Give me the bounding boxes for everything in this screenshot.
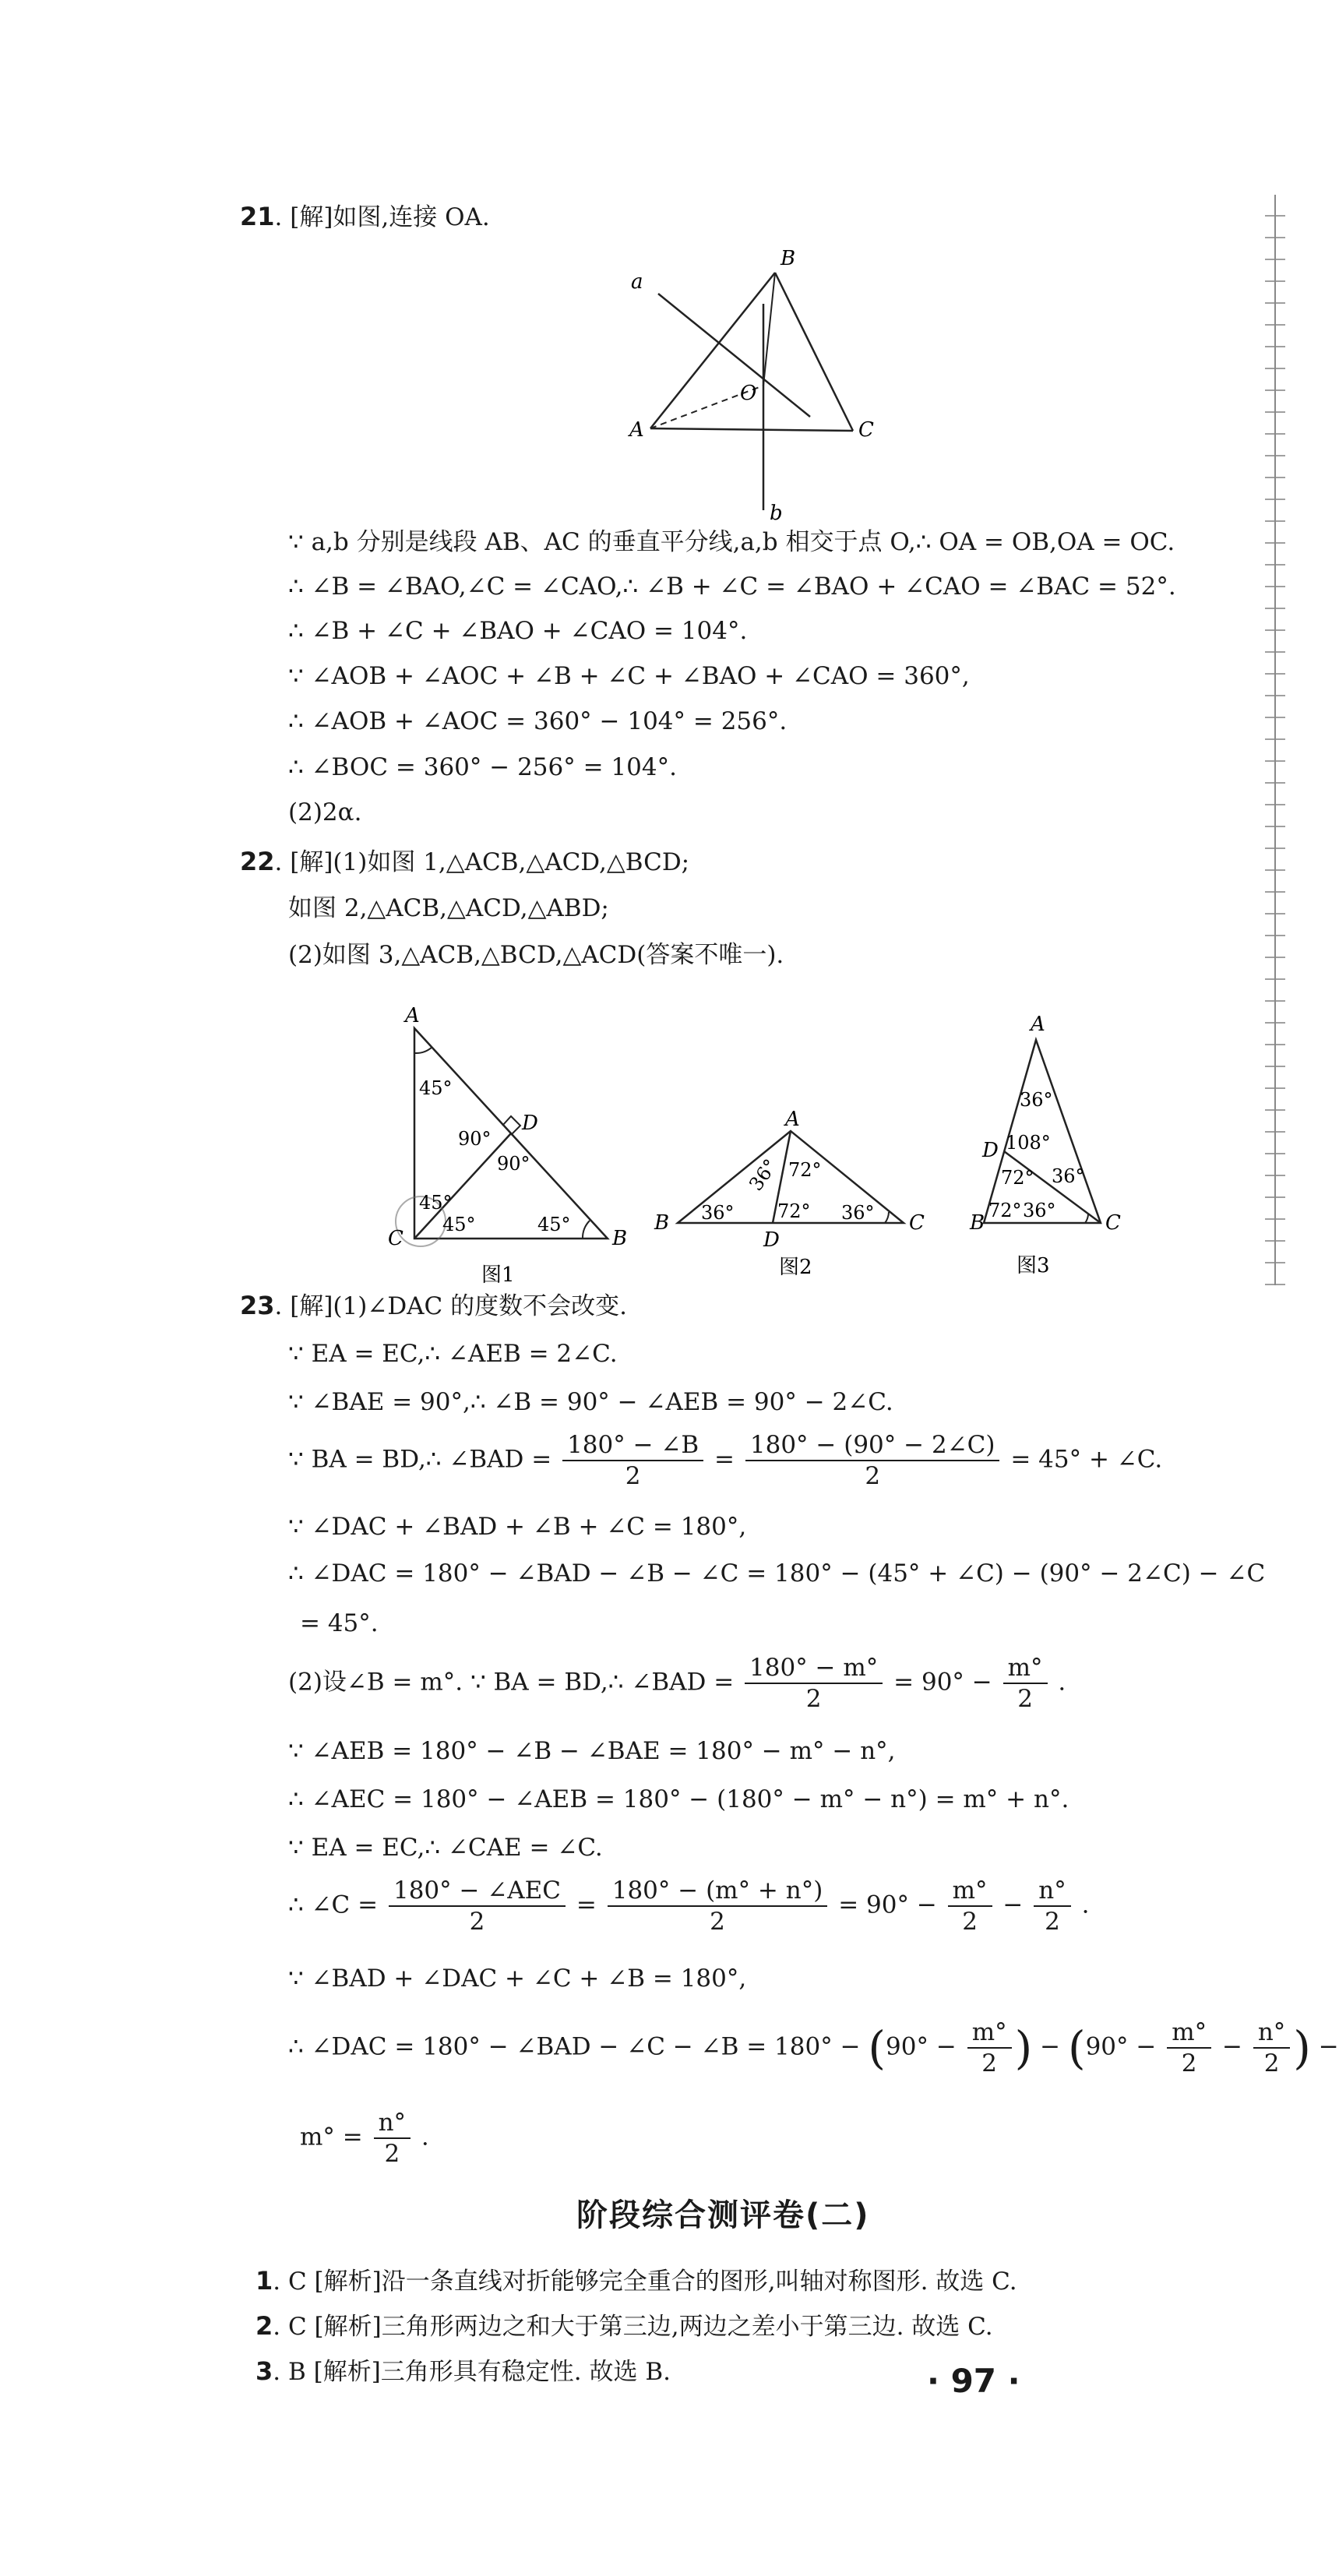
q23-l4-f2-num: 180° − (90° − 2∠C) <box>745 1430 1000 1461</box>
q23-l4-eq: = <box>714 1445 735 1474</box>
answer-3-number: 3 <box>255 2356 273 2386</box>
q23-l4-fraction-1 <box>562 1430 703 1491</box>
q23-l4-f1-den: 2 <box>625 1462 641 1490</box>
q23-line-10: ∴ ∠AEC = 180° − ∠AEB = 180° − (180° − m° − n°) = m° + n°. <box>288 1785 1069 1813</box>
q23-l14-g2-minus: − <box>1221 2032 1242 2061</box>
fig1-angle-45-b: 45° <box>537 1214 571 1235</box>
q23-line-9: ∵ ∠AEB = 180° − ∠B − ∠BAE = 180° − m° − n°, <box>288 1737 896 1765</box>
fig1-angle-45-top: 45° <box>419 1077 453 1099</box>
fig2-label-B: B <box>654 1211 670 1235</box>
answer-1 <box>255 2265 1017 2297</box>
q23-l12-f3-den: 2 <box>962 1908 978 1936</box>
q21-segment-OB <box>763 273 775 386</box>
answer-3-text: . B [解析]三角形具有稳定性. 故选 B. <box>273 2358 671 2386</box>
answer-2 <box>255 2310 993 2342</box>
q23-line-11: ∵ EA = EC,∴ ∠CAE = ∠C. <box>288 1834 603 1862</box>
q23-l12-f2-den: 2 <box>710 1908 725 1936</box>
fig2-label-A: A <box>785 1108 800 1131</box>
q21-label-A: A <box>629 418 644 442</box>
q22-number: 22 <box>240 847 275 876</box>
q23-l14-g1-pre: 90° − <box>886 2032 957 2061</box>
q21-label-a: a <box>631 270 643 294</box>
q23-l14-close-paren-2: ) <box>1293 2021 1311 2074</box>
q23-l14-open-paren-2: ( <box>1067 2021 1086 2074</box>
fig2-label-C: C <box>909 1211 925 1235</box>
answer-1-text: . C [解析]沿一条直线对折能够完全重合的图形,叫轴对称图形. 故选 C. <box>273 2268 1017 2296</box>
fig1-angle-90-left: 90° <box>458 1128 492 1150</box>
fig1-arc-A <box>414 1047 432 1053</box>
fig1-label-D: D <box>522 1112 538 1135</box>
q23-l8-mid: = 90° − <box>893 1668 992 1697</box>
q23-l15-post: . <box>421 2123 429 2151</box>
fig3-angle-36-top: 36° <box>1020 1089 1053 1111</box>
q23-line-3: ∵ ∠BAE = 90°,∴ ∠B = 90° − ∠AEB = 90° − 2∠C. <box>288 1388 893 1416</box>
q23-l14-g2-f2-num: n° <box>1253 2017 1290 2049</box>
q23-l14-minus: − <box>1040 2032 1061 2061</box>
q23-l12-fraction-3 <box>948 1876 992 1936</box>
q23-l4-post: = 45° + ∠C. <box>1010 1445 1163 1474</box>
q23-l8-fraction-2 <box>1003 1653 1048 1714</box>
q23-l8-f2-num: m° <box>1003 1653 1048 1684</box>
q23-l4-pre: ∵ BA = BD,∴ ∠BAD = <box>288 1445 552 1474</box>
fig3-arc-C <box>1085 1214 1088 1223</box>
fig1-caption: 图1 <box>481 1263 515 1287</box>
fig2-arc-C <box>885 1212 889 1223</box>
q21-line-4: ∴ ∠B + ∠C + ∠BAO + ∠CAO = 104°. <box>288 617 748 645</box>
q23-l12-fraction-2 <box>608 1876 828 1936</box>
q22-heading <box>240 846 689 878</box>
q23-l14-g2-f2-den: 2 <box>1263 2049 1280 2077</box>
fig3-label-B: B <box>970 1211 985 1235</box>
q23-l12-fraction-4 <box>1034 1876 1070 1936</box>
fig3-caption: 图3 <box>1017 1254 1050 1277</box>
q23-l14-post: − <box>1318 2032 1339 2061</box>
q21-label-B: B <box>780 247 796 270</box>
q23-l15-fraction <box>374 2108 411 2169</box>
fig3-angle-72-d: 72° <box>1001 1167 1034 1189</box>
q23-line-6: ∴ ∠DAC = 180° − ∠BAD − ∠B − ∠C = 180° − (45° + ∠C) − (90° − 2∠C) − ∠C <box>288 1559 1266 1588</box>
q23-l14-g1-fraction <box>967 2017 1012 2078</box>
q21-line-5: ∵ ∠AOB + ∠AOC + ∠B + ∠C + ∠BAO + ∠CAO = 360°, <box>288 662 970 690</box>
q23-line-5: ∵ ∠DAC + ∠BAD + ∠B + ∠C = 180°, <box>288 1513 747 1541</box>
answer-1-number: 1 <box>255 2266 273 2296</box>
q23-l12-fraction-1 <box>389 1876 566 1936</box>
q23-l8-pre: (2)设∠B = m°. ∵ BA = BD,∴ ∠BAD = <box>288 1668 735 1697</box>
q23-line-12 <box>288 1876 1089 1936</box>
q23-l14-g2-f1-num: m° <box>1167 2017 1211 2049</box>
q21-figure <box>615 238 911 526</box>
q23-l8-fraction-1 <box>745 1653 883 1714</box>
q23-l14-g2-f1-den: 2 <box>1181 2049 1197 2077</box>
page-number: · 97 · <box>927 2362 1020 2400</box>
q21-line-2: ∵ a,b 分别是线段 AB、AC 的垂直平分线,a,b 相交于点 O,∴ OA = OB,OA = OC. <box>288 528 1175 556</box>
q21-number: 21 <box>240 202 275 231</box>
q22-figure-3 <box>970 1005 1141 1293</box>
answer-3 <box>255 2356 671 2387</box>
q23-l8-f-den: 2 <box>805 1685 822 1713</box>
q23-l8-f2-den: 2 <box>1017 1685 1033 1713</box>
q21-line-8: (2)2α. <box>288 798 362 826</box>
fig2-caption: 图2 <box>779 1256 812 1279</box>
fig2-angle-72-top: 72° <box>788 1159 822 1181</box>
q23-number: 23 <box>240 1291 275 1320</box>
q23-l12-f3-num: m° <box>948 1876 992 1907</box>
q23-l12-f4-num: n° <box>1034 1876 1070 1907</box>
fig1-angle-90-right: 90° <box>497 1153 530 1175</box>
q23-line-14 <box>288 2017 1339 2078</box>
q23-l4-fraction-2 <box>745 1430 1000 1491</box>
fig1-angle-45-c2: 45° <box>442 1214 476 1235</box>
q23-l12-f2-num: 180° − (m° + n°) <box>608 1876 828 1907</box>
q23-l8-f-num: 180° − m° <box>745 1653 883 1684</box>
q23-line-2: ∵ EA = EC,∴ ∠AEB = 2∠C. <box>288 1340 618 1368</box>
q23-line-15 <box>300 2108 429 2169</box>
q23-intro: . [解](1)∠DAC 的度数不会改变. <box>274 1292 627 1320</box>
q23-l12-post: . <box>1081 1891 1090 1919</box>
q21-intro: . [解]如图,连接 OA. <box>274 203 490 231</box>
fig3-label-A: A <box>1031 1013 1045 1036</box>
fig1-angle-45-c1: 45° <box>419 1192 453 1214</box>
fig1-label-B: B <box>612 1227 628 1250</box>
binding-edge-rule <box>1274 195 1276 1285</box>
q23-l14-g2-pre: 90° − <box>1085 2032 1157 2061</box>
q21-line-3: ∴ ∠B = ∠BAO,∠C = ∠CAO,∴ ∠B + ∠C = ∠BAO + ∠CAO = ∠BAC = 52°. <box>288 573 1176 601</box>
q23-l4-f2-den: 2 <box>865 1462 881 1490</box>
q23-l12-f1-num: 180° − ∠AEC <box>389 1876 566 1907</box>
q23-l12-f4-den: 2 <box>1045 1908 1060 1936</box>
fig3-label-C: C <box>1105 1211 1121 1235</box>
q23-l14-g2-fraction-1 <box>1167 2017 1211 2078</box>
answer-2-text: . C [解析]三角形两边之和大于第三边,两边之差小于第三边. 故选 C. <box>273 2313 993 2341</box>
q21-line-7: ∴ ∠BOC = 360° − 256° = 104°. <box>288 753 677 781</box>
q23-l14-close-paren-1: ) <box>1014 2021 1033 2074</box>
q21-heading <box>240 201 490 233</box>
fig3-angle-36-b: 36° <box>1023 1200 1056 1221</box>
q21-label-C: C <box>858 418 874 442</box>
fig2-angle-36-c: 36° <box>841 1202 875 1224</box>
q23-l12-mid: = 90° − <box>838 1891 937 1919</box>
q23-l14-open-paren-1: ( <box>868 2021 886 2074</box>
q22-figure-1 <box>374 1005 654 1293</box>
q23-line-7: = 45°. <box>300 1609 379 1637</box>
fig1-arc-B <box>583 1221 590 1239</box>
q23-l12-minus: − <box>1002 1891 1024 1919</box>
fig2-label-D: D <box>763 1228 780 1252</box>
q23-l4-f1-num: 180° − ∠B <box>562 1430 703 1461</box>
answer-2-number: 2 <box>255 2311 273 2341</box>
section-title: 阶段综合测评卷(二) <box>576 2197 870 2233</box>
fig1-label-C: C <box>388 1227 403 1250</box>
q23-line-4 <box>288 1430 1162 1491</box>
fig1-label-A: A <box>405 1004 420 1027</box>
q21-label-O: O <box>740 382 757 405</box>
q23-l14-pre: ∴ ∠DAC = 180° − ∠BAD − ∠C − ∠B = 180° − <box>288 2032 861 2061</box>
q22-intro: . [解](1)如图 1,△ACB,△ACD,△BCD; <box>274 848 690 876</box>
q23-l14-g1-f-den: 2 <box>981 2049 997 2077</box>
q23-l15-f-den: 2 <box>384 2140 400 2168</box>
q23-l14-g1-f-num: m° <box>967 2017 1012 2049</box>
q21-line-6: ∴ ∠AOB + ∠AOC = 360° − 104° = 256°. <box>288 707 788 735</box>
q23-l8-post: . <box>1058 1668 1066 1697</box>
q21-line-a <box>658 294 810 417</box>
fig3-angle-72-b: 72° <box>988 1200 1022 1221</box>
q23-line-8 <box>288 1653 1066 1714</box>
q21-label-b: b <box>770 502 783 525</box>
fig3-angle-108: 108° <box>1006 1132 1051 1154</box>
q22-line-3: (2)如图 3,△ACB,△BCD,△ACD(答案不唯一). <box>288 941 784 969</box>
fig3-label-D: D <box>982 1139 999 1162</box>
q23-l12-pre: ∴ ∠C = <box>288 1891 379 1919</box>
q23-l15-f-num: n° <box>374 2108 411 2139</box>
q22-figure-2 <box>647 1110 981 1289</box>
fig2-angle-36-b: 36° <box>701 1202 735 1224</box>
fig2-angle-36-left: 36° <box>745 1154 782 1195</box>
q23-l14-g2-fraction-2 <box>1253 2017 1290 2078</box>
fig2-angle-72-d: 72° <box>777 1200 811 1222</box>
q21-side-AC <box>650 428 853 431</box>
q21-side-BC <box>775 273 853 431</box>
q23-l15-pre: m° = <box>300 2123 363 2151</box>
fig3-angle-36-mid: 36° <box>1052 1165 1085 1187</box>
q22-line-2: 如图 2,△ACB,△ACD,△ABD; <box>288 894 609 922</box>
q23-line-13: ∵ ∠BAD + ∠DAC + ∠C + ∠B = 180°, <box>288 1965 747 1993</box>
q23-l12-eq: = <box>576 1891 597 1919</box>
q23-heading <box>240 1290 627 1322</box>
q23-l12-f1-den: 2 <box>469 1908 485 1936</box>
